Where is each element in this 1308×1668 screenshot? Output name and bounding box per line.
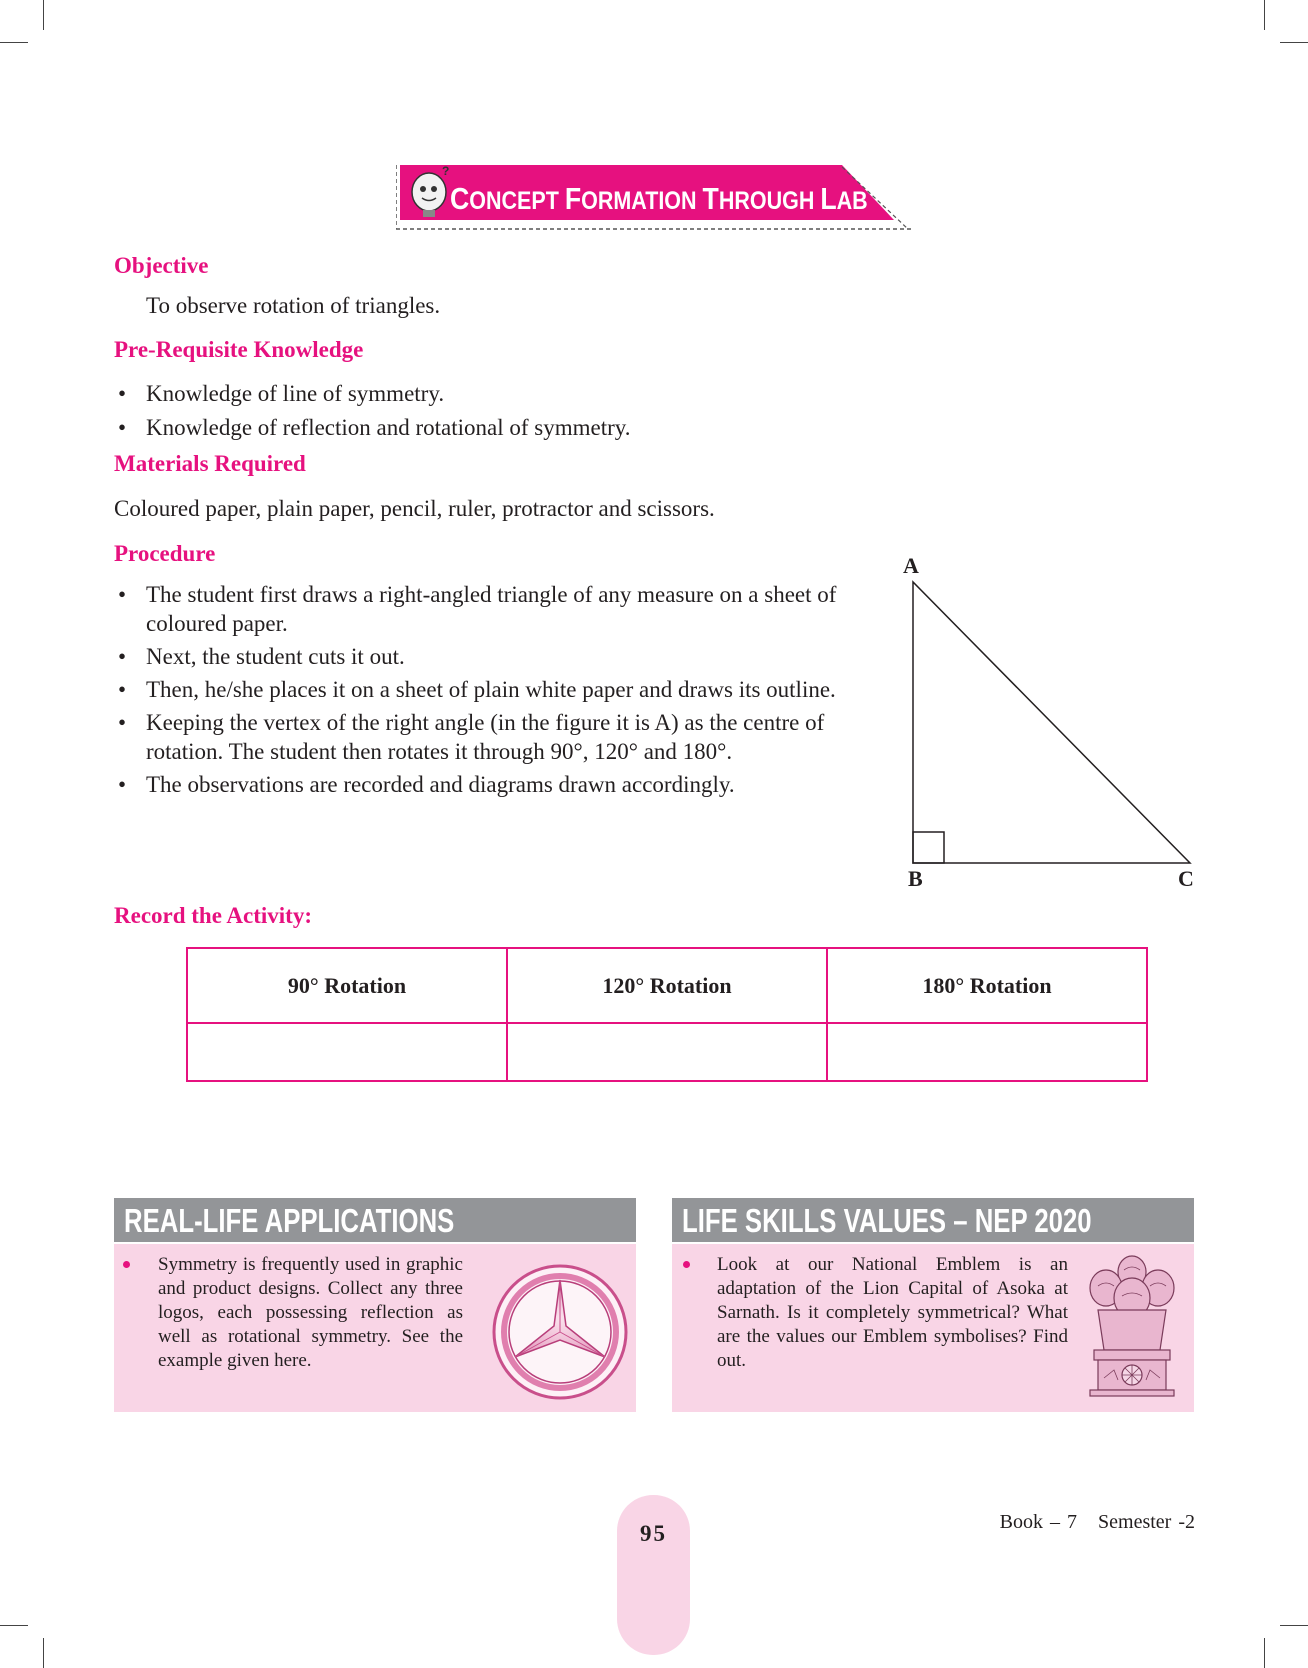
- life-skills-text: Look at our National Emblem is an adaptation of the Lion Capital of Asoka at Sarnath. Is it completely symmetrical? What are the values our Emblem symbolises? Find out.: [717, 1254, 1068, 1371]
- crop-mark: [1280, 1625, 1308, 1626]
- book-info: Book – 7 Semester -2: [999, 1511, 1195, 1533]
- table-header-cell: 120° Rotation: [507, 948, 827, 1023]
- procedure-heading: Procedure: [114, 541, 216, 566]
- crop-mark: [0, 1625, 28, 1626]
- prerequisite-heading: Pre-Requisite Knowledge: [114, 337, 364, 362]
- life-skills-heading: LIFE SKILLS VALUES – NEP 2020: [672, 1198, 1194, 1242]
- list-item: • Keeping the vertex of the right angle (in the figure it is A) as the centre of rotation. The student then rotates it through 90°, 120° and 180°.: [115, 708, 865, 766]
- table-cell[interactable]: [827, 1023, 1147, 1081]
- star-logo-image: [490, 1260, 630, 1404]
- page-number-tab: [617, 1495, 690, 1655]
- real-life-text: Symmetry is frequently used in graphic and product designs. Collect any three logos, each possessing reflection as well as rotational symmetry. See the example given here.: [158, 1254, 463, 1371]
- vertex-label-a: A: [903, 553, 919, 578]
- list-item: • Next, the student cuts it out.: [115, 642, 865, 671]
- record-heading: Record the Activity:: [114, 903, 312, 928]
- materials-heading: Materials Required: [114, 451, 306, 476]
- record-table: [186, 947, 1148, 1082]
- objective-heading: Objective: [114, 253, 209, 278]
- crop-mark: [0, 42, 28, 43]
- crop-mark: [1280, 42, 1308, 43]
- svg-text:?: ?: [442, 165, 450, 178]
- list-item: • Knowledge of line of symmetry.: [115, 377, 835, 411]
- objective-text: To observe rotation of triangles.: [146, 293, 441, 318]
- national-emblem-image: [1084, 1250, 1180, 1400]
- list-item: • Then, he/she places it on a sheet of plain white paper and draws its outline.: [115, 675, 865, 704]
- prerequisite-list: [115, 377, 835, 445]
- bullet-dot: [683, 1261, 690, 1268]
- crop-mark: [43, 1638, 44, 1668]
- page-number: 95: [640, 1521, 667, 1546]
- materials-text: Coloured paper, plain paper, pencil, ruler, protractor and scissors.: [114, 496, 715, 521]
- list-item: • The student first draws a right-angled triangle of any measure on a sheet of coloured paper.: [115, 580, 865, 638]
- banner-title: CONCEPT FORMATION THROUGH LAB: [450, 181, 868, 216]
- table-cell[interactable]: [187, 1023, 507, 1081]
- right-triangle-figure: [890, 550, 1220, 895]
- list-item: • Knowledge of reflection and rotational of symmetry.: [115, 411, 835, 445]
- list-item: • The observations are recorded and diagrams drawn accordingly.: [115, 770, 865, 799]
- table-cell[interactable]: [507, 1023, 827, 1081]
- crop-mark: [43, 0, 44, 30]
- crop-mark: [1264, 0, 1265, 30]
- vertex-label-c: C: [1178, 866, 1194, 891]
- procedure-list: [115, 580, 865, 799]
- real-life-heading: REAL-LIFE APPLICATIONS: [114, 1198, 636, 1242]
- table-header-cell: 180° Rotation: [827, 948, 1147, 1023]
- table-header-cell: 90° Rotation: [187, 948, 507, 1023]
- vertex-label-b: B: [908, 866, 923, 891]
- crop-mark: [1264, 1638, 1265, 1668]
- bullet-dot: [123, 1261, 130, 1268]
